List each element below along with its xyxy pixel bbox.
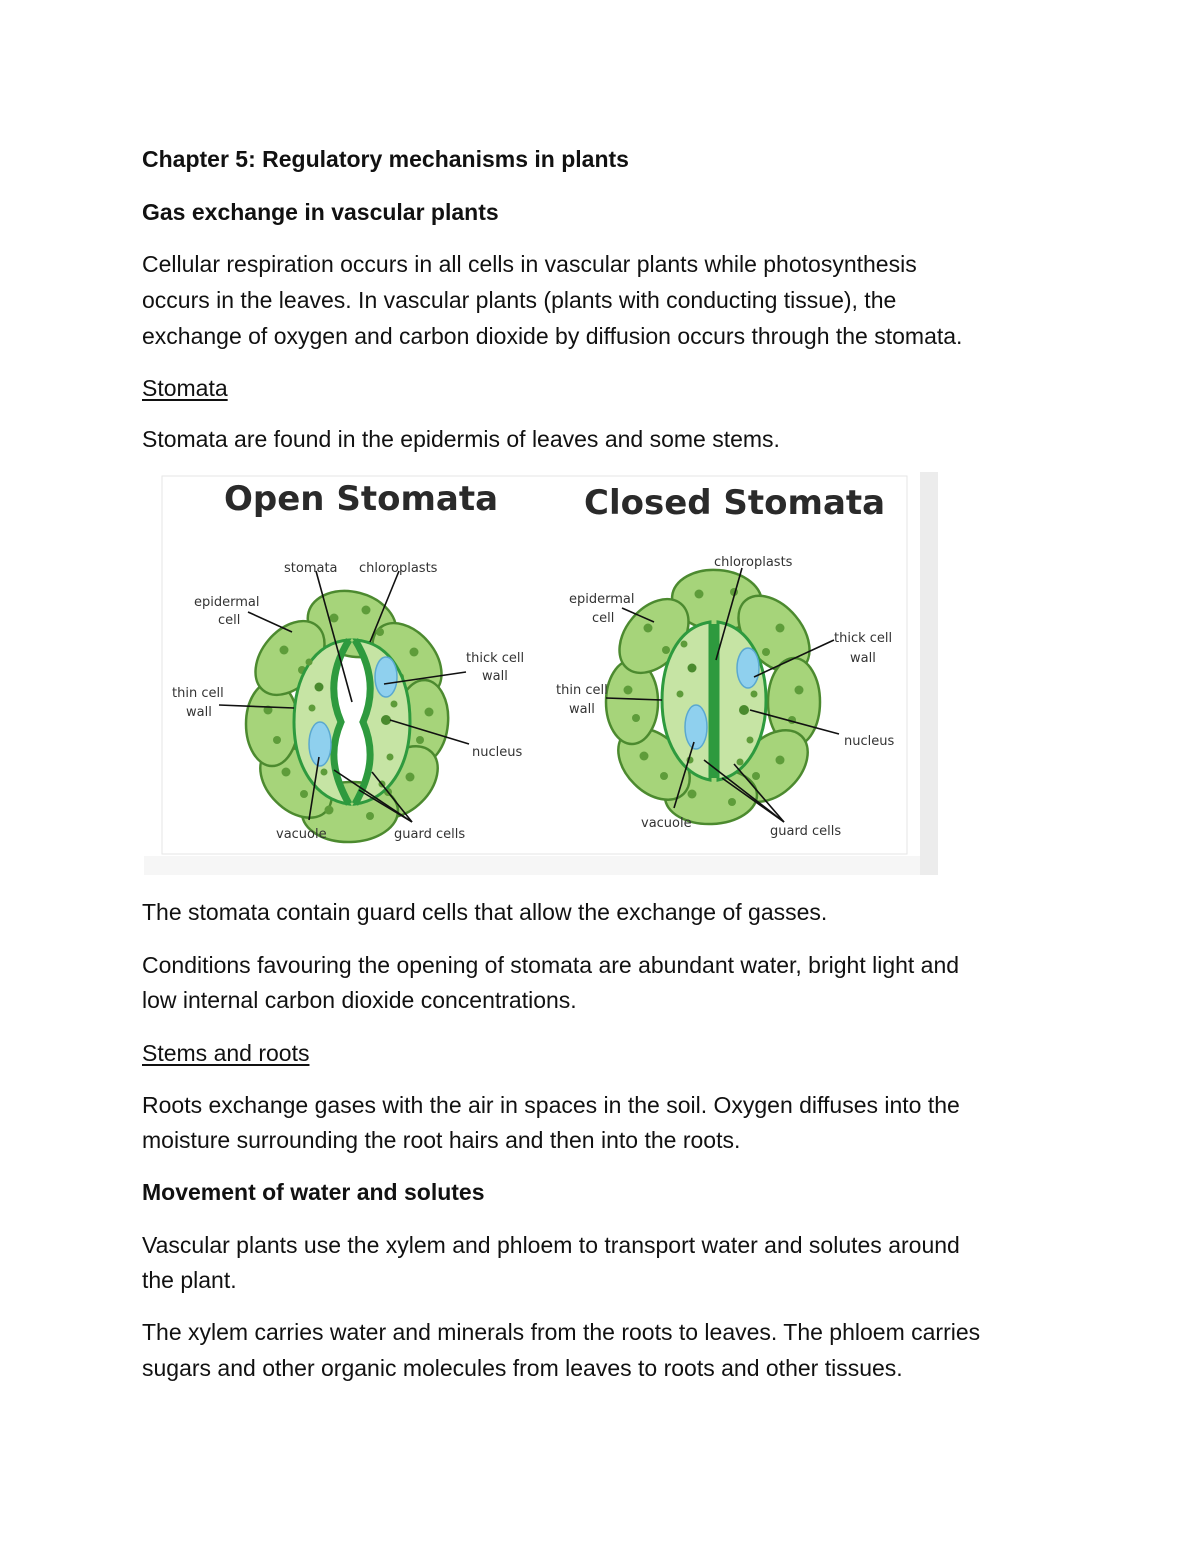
label-vacuole: vacuole: [276, 827, 327, 842]
label-nucleus: nucleus: [844, 734, 895, 749]
section-heading-movement: Movement of water and solutes: [142, 1179, 485, 1205]
label-guard-cells: guard cells: [394, 827, 466, 842]
label-guard-cells: guard cells: [770, 824, 842, 839]
label-epidermal: epidermal: [569, 592, 635, 607]
paragraph-line: occurs in the leaves. In vascular plants (plants with conducting tissue), the: [142, 287, 897, 313]
label-thin-cell-wall: thin cell: [172, 686, 224, 701]
subheading-stems-roots: Stems and roots: [142, 1040, 310, 1066]
paragraph-line: exchange of oxygen and carbon dioxide by diffusion occurs through the stomata.: [142, 323, 963, 349]
paragraph-line: moisture surrounding the root hairs and then into the roots.: [142, 1127, 741, 1153]
label-vacuole: vacuole: [641, 816, 692, 831]
chapter-title: Chapter 5: Regulatory mechanisms in plants: [142, 146, 629, 172]
label-epidermal: epidermal: [194, 595, 260, 610]
paragraph-line: the plant.: [142, 1267, 237, 1293]
paragraph-line: low internal carbon dioxide concentrations.: [142, 987, 577, 1013]
paragraph-line: Stomata are found in the epidermis of leaves and some stems.: [142, 426, 780, 452]
label-chloroplasts: chloroplasts: [714, 555, 793, 570]
subheading-stomata: Stomata: [142, 375, 228, 401]
paragraph-line: The xylem carries water and minerals from the roots to leaves. The phloem carries: [142, 1319, 981, 1345]
label-epidermal-cell: cell: [218, 613, 241, 628]
section-heading-gas-exchange: Gas exchange in vascular plants: [142, 199, 499, 225]
paragraph-line: Conditions favouring the opening of stomata are abundant water, bright light and: [142, 952, 960, 978]
label-thick-wall: wall: [482, 669, 508, 684]
paragraph-line: Vascular plants use the xylem and phloem to transport water and solutes around: [142, 1232, 960, 1258]
paragraph-line: sugars and other organic molecules from leaves to roots and other tissues.: [142, 1355, 903, 1381]
label-thick-cell-wall: thick cell: [466, 651, 525, 666]
closed-stomata-title: Closed Stomata: [584, 483, 886, 523]
label-chloroplasts: chloroplasts: [359, 561, 438, 576]
paragraph-line: Cellular respiration occurs in all cells in vascular plants while photosynthesis: [142, 251, 917, 277]
label-thin-wall: wall: [569, 702, 595, 717]
label-thick-cell-wall: thick cell: [834, 631, 893, 646]
label-nucleus: nucleus: [472, 745, 523, 760]
label-thin-cell-wall: thin cell: [556, 683, 608, 698]
paragraph-line: Roots exchange gases with the air in spaces in the soil. Oxygen diffuses into the: [142, 1092, 960, 1118]
label-thick-wall: wall: [850, 651, 876, 666]
label-epidermal-cell: cell: [592, 611, 615, 626]
open-stomata-title: Open Stomata: [224, 479, 499, 519]
label-stomata: stomata: [284, 561, 338, 576]
label-thin-wall: wall: [186, 705, 212, 720]
paragraph-line: The stomata contain guard cells that allow the exchange of gasses.: [142, 899, 828, 925]
stomata-diagram: [144, 472, 940, 875]
